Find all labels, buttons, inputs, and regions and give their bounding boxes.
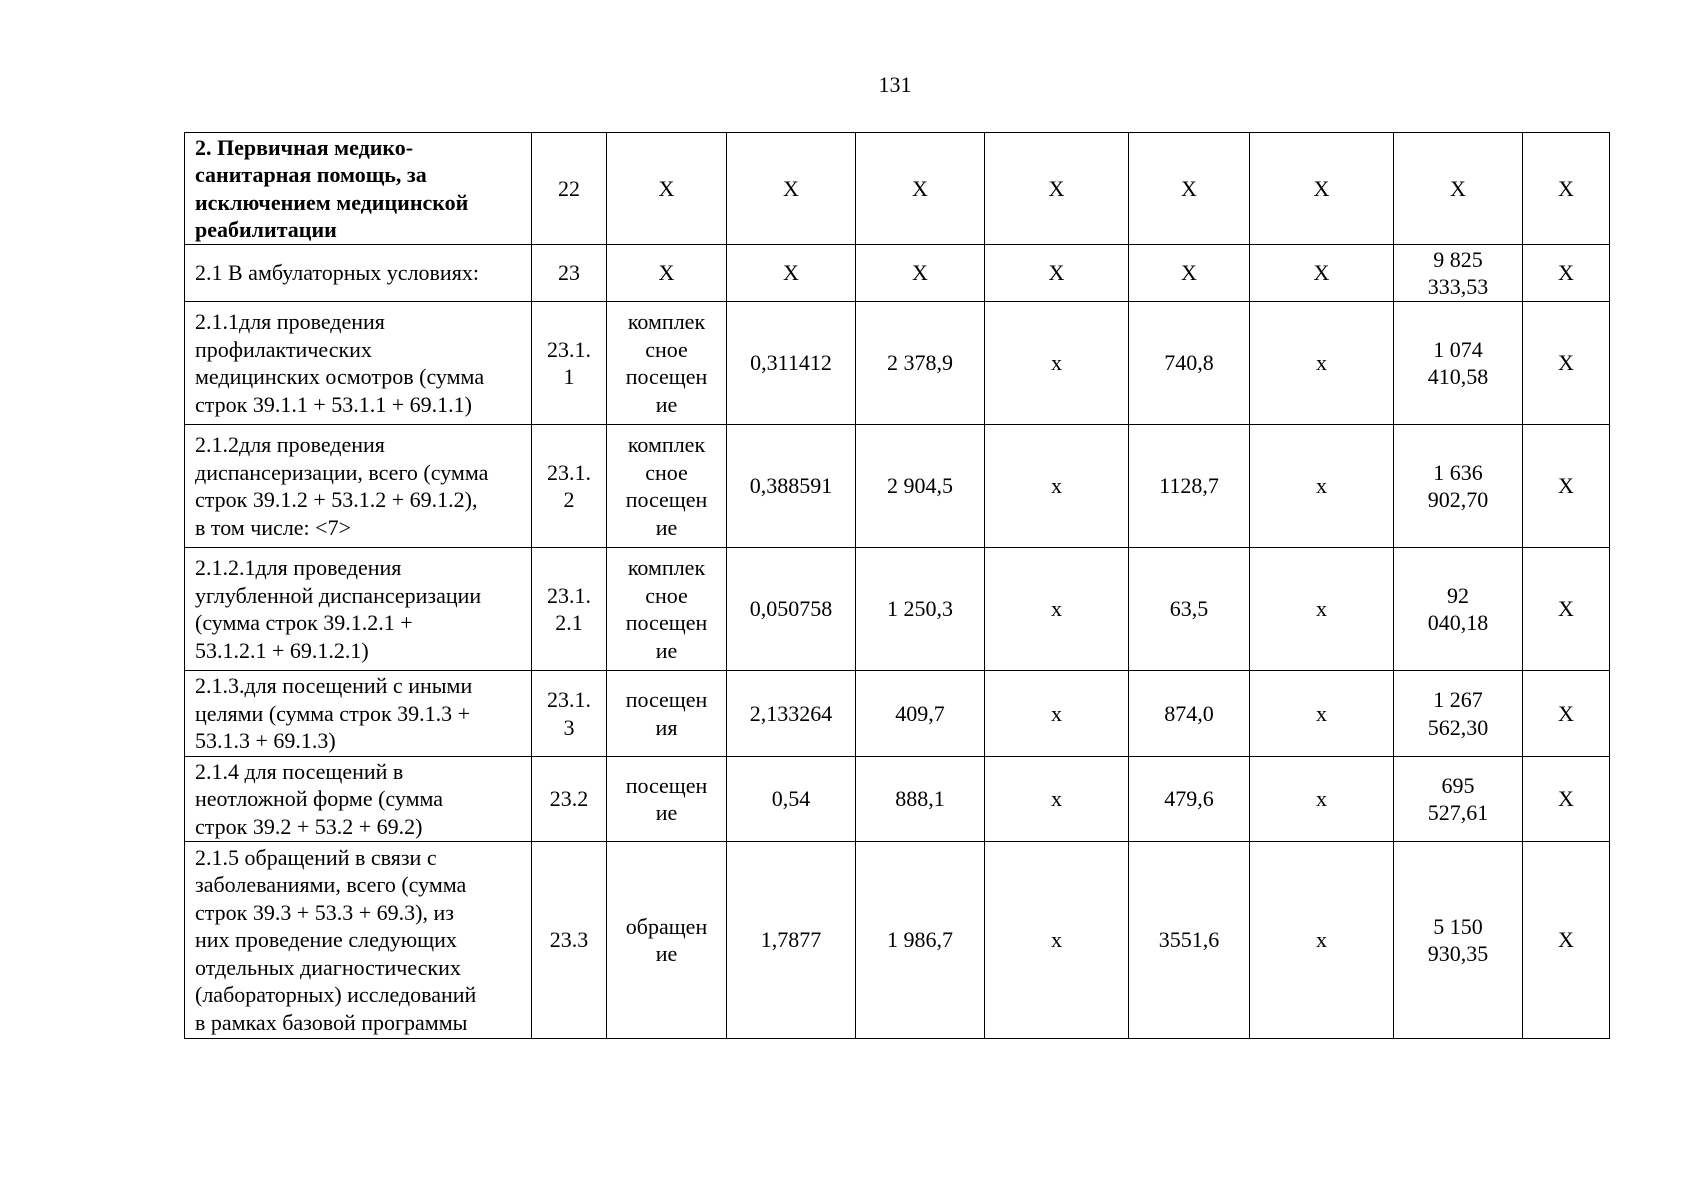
row-value: х <box>1051 350 1062 376</box>
row-unit-cell <box>607 757 727 842</box>
row-unit-cell <box>607 302 727 425</box>
row-value: 63,5 <box>1169 596 1209 622</box>
row-value: 2 378,9 <box>887 350 953 376</box>
row-value: х <box>1051 927 1062 953</box>
row-value: х <box>1316 700 1327 726</box>
row-value-cell <box>1129 425 1250 548</box>
row-code: 23.1. 2 <box>547 459 591 512</box>
row-value-cell <box>1250 133 1394 245</box>
row-value: х <box>1316 596 1327 622</box>
row-value: 1 267 562,30 <box>1427 687 1489 740</box>
row-value: Х <box>1181 260 1197 286</box>
row-value: 695 527,61 <box>1427 772 1489 825</box>
row-value: Х <box>1558 786 1574 812</box>
row-unit: комплек сное посещен ие <box>625 432 708 540</box>
row-value: 3551,6 <box>1158 927 1220 953</box>
row-value-cell <box>985 245 1129 302</box>
row-name-cell <box>185 671 532 757</box>
row-name: 2.1.5 обращений в связи с заболеваниями, всего (сумма строк 39.3 + 53.3 + 69.3), из них проведение следующих отдельных диагностических (лабораторных) исследований в рамках базовой программы <box>195 844 477 1035</box>
row-value: 740,8 <box>1164 350 1214 376</box>
row-value: 2,133264 <box>749 700 833 726</box>
row-code-cell <box>532 757 607 842</box>
row-value-cell <box>1250 842 1394 1039</box>
row-value: Х <box>1558 175 1574 201</box>
row-code-cell <box>532 671 607 757</box>
row-value-cell <box>1129 842 1250 1039</box>
row-value-cell <box>1523 757 1610 842</box>
row-value-cell <box>1394 133 1523 245</box>
row-value: 1 986,7 <box>887 927 953 953</box>
row-value: 0,050758 <box>749 596 833 622</box>
row-value-cell <box>985 302 1129 425</box>
row-value: 0,311412 <box>750 350 832 376</box>
row-name: 2. Первичная медико- санитарная помощь, за исключением медицинской реабилитации <box>195 134 469 242</box>
row-value: х <box>1316 350 1327 376</box>
row-value: 479,6 <box>1164 786 1214 812</box>
page-number: 131 <box>878 72 912 97</box>
row-value: х <box>1316 927 1327 953</box>
row-name-cell <box>185 757 532 842</box>
row-value-cell <box>856 425 985 548</box>
table-row <box>185 245 1610 302</box>
row-value-cell <box>1129 757 1250 842</box>
data-table <box>184 132 1610 1039</box>
row-value: 9 825 333,53 <box>1427 246 1489 299</box>
row-name: 2.1.4 для посещений в неотложной форме (сумма строк 39.2 + 53.2 + 69.2) <box>195 758 444 839</box>
row-value-cell <box>985 842 1129 1039</box>
row-code: 23.2 <box>549 786 589 812</box>
row-unit: комплек сное посещен ие <box>625 555 708 663</box>
row-value: х <box>1051 786 1062 812</box>
table-row <box>185 133 1610 245</box>
row-name-cell <box>185 425 532 548</box>
row-name: 2.1.2для проведения диспансеризации, всего (сумма строк 39.1.2 + 53.1.2 + 69.1.2), в том числе: <7> <box>195 432 489 540</box>
row-value-cell <box>1394 548 1523 671</box>
row-value-cell <box>985 133 1129 245</box>
row-value-cell <box>727 133 856 245</box>
row-value: 0,388591 <box>749 473 833 499</box>
row-value-cell <box>1129 245 1250 302</box>
row-value: Х <box>1181 175 1197 201</box>
row-unit-cell <box>607 548 727 671</box>
row-value-cell <box>856 302 985 425</box>
row-value: Х <box>1313 175 1330 201</box>
row-value-cell <box>1250 425 1394 548</box>
row-code-cell <box>532 302 607 425</box>
row-value-cell <box>727 245 856 302</box>
row-value: 0,54 <box>771 786 811 812</box>
row-value-cell <box>856 245 985 302</box>
row-value: 888,1 <box>895 786 945 812</box>
row-unit: комплек сное посещен ие <box>625 309 708 417</box>
row-value: Х <box>783 260 799 286</box>
row-value: Х <box>1558 927 1574 953</box>
row-name: 2.1.3.для посещений с иными целями (сумма строк 39.1.3 + 53.1.3 + 69.1.3) <box>195 673 473 754</box>
row-name-cell <box>185 133 532 245</box>
row-name: 2.1.2.1для проведения углубленной диспансеризации (сумма строк 39.1.2.1 + 53.1.2.1 + 69.1.2.1) <box>195 555 482 663</box>
row-value-cell <box>1250 548 1394 671</box>
row-code: 22 <box>558 175 580 201</box>
row-name: 2.1.1для проведения профилактических медицинских осмотров (сумма строк 39.1.1 + 53.1.1 + 69.1.1) <box>195 309 485 417</box>
row-value-cell <box>1394 671 1523 757</box>
row-value: х <box>1051 473 1062 499</box>
row-value: 1 250,3 <box>887 596 953 622</box>
row-value-cell <box>1394 245 1523 302</box>
table-row <box>185 548 1610 671</box>
row-unit: Х <box>658 175 675 201</box>
row-value-cell <box>1394 302 1523 425</box>
row-value: Х <box>912 260 928 286</box>
row-value-cell <box>856 671 985 757</box>
row-unit-cell <box>607 133 727 245</box>
row-code: 23.3 <box>549 927 589 953</box>
row-value: 92 040,18 <box>1427 582 1489 635</box>
row-value: Х <box>1558 596 1574 622</box>
row-value-cell <box>1523 548 1610 671</box>
row-value-cell <box>985 757 1129 842</box>
row-value-cell <box>985 548 1129 671</box>
row-value: 874,0 <box>1164 700 1214 726</box>
table-row <box>185 757 1610 842</box>
row-value-cell <box>856 548 985 671</box>
table-row <box>185 842 1610 1039</box>
row-value-cell <box>1129 133 1250 245</box>
row-name-cell <box>185 548 532 671</box>
row-code-cell <box>532 425 607 548</box>
row-unit: посещен ия <box>625 687 708 740</box>
row-code-cell <box>532 548 607 671</box>
row-value-cell <box>1129 302 1250 425</box>
row-unit: обращен ие <box>625 913 708 966</box>
row-value: Х <box>1558 700 1574 726</box>
row-unit-cell <box>607 842 727 1039</box>
row-value: Х <box>1048 260 1065 286</box>
row-code-cell <box>532 245 607 302</box>
row-value: Х <box>1558 350 1574 376</box>
row-value-cell <box>1523 671 1610 757</box>
row-value: Х <box>1048 175 1065 201</box>
row-value-cell <box>856 842 985 1039</box>
row-value: х <box>1051 596 1062 622</box>
row-value: Х <box>912 175 928 201</box>
row-value-cell <box>727 548 856 671</box>
row-value-cell <box>1129 548 1250 671</box>
row-value: 2 904,5 <box>887 473 953 499</box>
row-value: Х <box>1558 260 1574 286</box>
row-value-cell <box>856 133 985 245</box>
row-value: 1 636 902,70 <box>1427 459 1489 512</box>
row-value: 1,7877 <box>760 927 822 953</box>
row-value-cell <box>985 425 1129 548</box>
row-value-cell <box>1250 757 1394 842</box>
row-code-cell <box>532 842 607 1039</box>
row-code: 23 <box>558 260 580 286</box>
row-value-cell <box>1394 842 1523 1039</box>
row-unit-cell <box>607 671 727 757</box>
row-value: х <box>1051 700 1062 726</box>
row-value: Х <box>1450 175 1466 201</box>
row-value-cell <box>1250 671 1394 757</box>
row-value: 5 150 930,35 <box>1427 913 1489 966</box>
row-value-cell <box>1523 842 1610 1039</box>
row-value-cell <box>985 671 1129 757</box>
table-row <box>185 425 1610 548</box>
row-code: 23.1. 3 <box>547 687 591 740</box>
row-unit: посещен ие <box>625 772 708 825</box>
row-value-cell <box>1523 425 1610 548</box>
table-row <box>185 671 1610 757</box>
row-name-cell <box>185 842 532 1039</box>
row-value: х <box>1316 473 1327 499</box>
row-value-cell <box>727 302 856 425</box>
row-name-cell <box>185 302 532 425</box>
row-value: Х <box>783 175 799 201</box>
row-code: 23.1. 2.1 <box>547 582 591 635</box>
table-row <box>185 302 1610 425</box>
row-value-cell <box>1394 757 1523 842</box>
row-code-cell <box>532 133 607 245</box>
row-value-cell <box>1129 671 1250 757</box>
row-unit-cell <box>607 425 727 548</box>
row-unit: Х <box>658 260 675 286</box>
row-value-cell <box>727 425 856 548</box>
row-value-cell <box>1250 245 1394 302</box>
row-value-cell <box>1523 302 1610 425</box>
row-value-cell <box>727 671 856 757</box>
row-value: Х <box>1558 473 1574 499</box>
row-name: 2.1 В амбулаторных условиях: <box>195 260 479 286</box>
row-value-cell <box>727 757 856 842</box>
row-value-cell <box>1394 425 1523 548</box>
row-value-cell <box>727 842 856 1039</box>
row-value-cell <box>1250 302 1394 425</box>
row-name-cell <box>185 245 532 302</box>
row-value-cell <box>1523 133 1610 245</box>
row-value: х <box>1316 786 1327 812</box>
row-value-cell <box>1523 245 1610 302</box>
row-value: 1 074 410,58 <box>1427 336 1489 389</box>
row-value: Х <box>1313 260 1330 286</box>
row-code: 23.1. 1 <box>547 336 591 389</box>
row-value: 1128,7 <box>1159 473 1219 499</box>
row-value-cell <box>856 757 985 842</box>
row-unit-cell <box>607 245 727 302</box>
row-value: 409,7 <box>895 700 945 726</box>
